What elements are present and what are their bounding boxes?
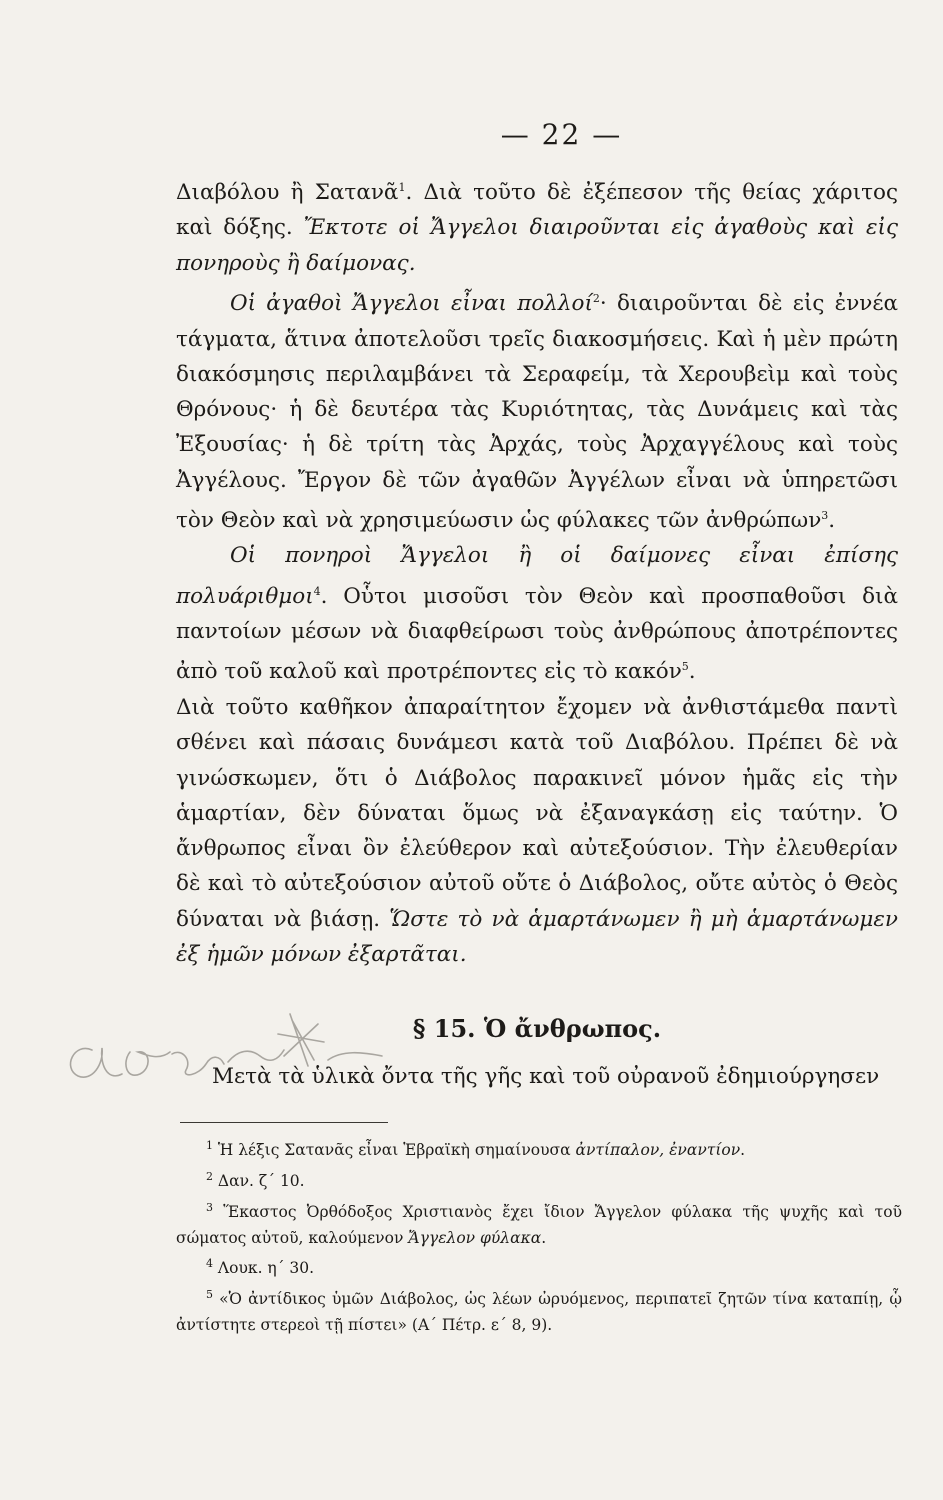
- text-run: Ἡ λέξις Σατανᾶς εἶναι Ἑβραϊκὴ σημαίνουσα: [213, 1141, 576, 1160]
- footnote-marker: 2: [592, 292, 600, 306]
- text-run: .: [541, 1228, 547, 1247]
- emphasis-text: Ὥστε τὸ νὰ ἁμαρτάνωμεν ἢ μὴ ἁμαρτάνωμεν ἐξ ἡμῶν μόνων ἐξαρτᾶται.: [176, 906, 898, 968]
- paragraph: [176, 538, 898, 690]
- footnote: [176, 1195, 902, 1252]
- text-run: . Οὗτοι μισοῦσι τὸν Θεὸν καὶ προσπαθοῦσι διὰ παντοίων μέσων νὰ διαφθείρωσι τοὺς ἀνθρώπους ἀποτρέποντες ἀπὸ τοῦ καλοῦ καὶ προτρέποντες εἰς τὸ κακόν: [176, 583, 898, 685]
- footnote: [176, 1133, 902, 1164]
- footnote: [176, 1282, 902, 1339]
- text-run: «Ὁ ἀντίδικος ὑμῶν Διάβολος, ὡς λέων ὠρυόμενος, περιπατεῖ ζητῶν τίνα καταπίῃ, ᾧ ἀντίστητε στερεοὶ τῇ πίστει» (Α΄ Πέτρ. ε΄ 8, 9).: [176, 1290, 902, 1334]
- footnote-marker: 3: [821, 508, 829, 522]
- text-run: Διὰ τοῦτο καθῆκον ἀπαραίτητον ἔχομεν νὰ ἀνθιστάμεθα παντὶ σθένει καὶ πάσαις δυνάμεσι κατὰ τοῦ Διαβόλου. Πρέπει δὲ νὰ γινώσκωμεν, ὅτι ὁ Διάβολος παρακινεῖ μόνον ἡμᾶς εἰς τὴν ἁμαρτίαν, δὲν δύναται ὅμως νὰ ἐξαναγκάσῃ εἰς ταύτην. Ὁ ἄνθρωπος εἶναι ὂν ἐλεύθερον καὶ αὐτεξούσιον. Τὴν ἐλευθερίαν δὲ καὶ τὸ αὐτεξούσιον αὐτοῦ οὔτε ὁ Διάβολος, οὔτε αὐτὸς ὁ Θεὸς δύναται νὰ βιάσῃ.: [176, 694, 898, 932]
- text-run: . Διὰ τοῦτο δὲ ἐξέπεσον τῆς θείας χάριτος καὶ δόξης.: [176, 180, 898, 241]
- footnote-marker: 5: [681, 660, 689, 674]
- footnote-marker: 5: [206, 1288, 213, 1302]
- footnote: [176, 1164, 902, 1195]
- footnote-marker: 2: [206, 1169, 213, 1183]
- emphasis-text: Οἱ πονηροὶ Ἄγγελοι ἢ οἱ δαίμονες εἶναι ἐπίσης πολυάριθμοι: [176, 543, 898, 609]
- text-run: .: [828, 508, 836, 534]
- emphasis-text: Ἄγγελον φύλακα: [408, 1228, 542, 1247]
- paragraph: [176, 281, 898, 538]
- footnote-marker: 4: [206, 1257, 213, 1271]
- footnote: [176, 1251, 902, 1282]
- text-run: Ἕκαστος Ὀρθόδοξος Χριστιανὸς ἔχει ἴδιον Ἄγγελον φύλακα τῆς ψυχῆς καὶ τοῦ σώματος αὐτοῦ, καλούμενον: [176, 1202, 902, 1247]
- text-run: Λουκ. η΄ 30.: [213, 1259, 315, 1278]
- footnotes: [176, 1133, 902, 1339]
- footnote-marker: 3: [206, 1200, 213, 1214]
- emphasis-text: Ἔκτοτε οἱ Ἄγγελοι διαιροῦνται εἰς ἀγαθοὺς καὶ εἰς πονηροὺς ἢ δαίμονας.: [176, 215, 898, 276]
- footnote-marker: 1: [398, 181, 406, 194]
- paragraph: [176, 170, 898, 281]
- text-run: .: [740, 1141, 746, 1160]
- emphasis-text: Οἱ ἀγαθοὶ Ἄγγελοι εἶναι πολλοί: [230, 291, 593, 317]
- body-text: [176, 170, 898, 972]
- text-run: Δαν. ζ΄ 10.: [213, 1172, 305, 1191]
- closing-line: Μετὰ τὰ ὑλικὰ ὄντα τῆς γῆς καὶ τοῦ οὐρανοῦ ἐδημιούργησεν: [212, 1064, 880, 1089]
- page-number: — 22 —: [500, 118, 623, 151]
- emphasis-text: ἀντίπαλον, ἐναντίον: [575, 1141, 741, 1160]
- section-heading: § 15. Ὁ ἄνθρωπος.: [412, 1014, 662, 1043]
- text-run: Διαβόλου ἢ Σατανᾶ: [176, 180, 399, 206]
- footnote-marker: 1: [206, 1139, 213, 1152]
- footnote-marker: 4: [313, 584, 321, 598]
- text-run: · διαιροῦνται δὲ εἰς ἐννέα τάγματα, ἅτινα ἀποτελοῦσι τρεῖς διακοσμήσεις. Καὶ ἡ μὲν πρώτη διακόσμησις περιλαμβάνει τὰ Σεραφείμ, τὰ Χερουβεὶμ καὶ τοὺς Θρόνους· ἡ δὲ δευτέρα τὰς Κυριότητας, τὰς Δυνάμεις καὶ τὰς Ἐξουσίας· ἡ δὲ τρίτη τὰς Ἀρχάς, τοὺς Ἀρχαγγέλους καὶ τοὺς Ἀγγέλους. Ἔργον δὲ τῶν ἀγαθῶν Ἀγγέλων εἶναι νὰ ὑπηρετῶσι τὸν Θεὸν καὶ νὰ χρησιμεύωσιν ὡς φύλακες τῶν ἀνθρώπων: [176, 291, 898, 534]
- footnote-divider: [180, 1122, 388, 1123]
- text-run: .: [688, 659, 696, 685]
- paragraph: [176, 690, 898, 972]
